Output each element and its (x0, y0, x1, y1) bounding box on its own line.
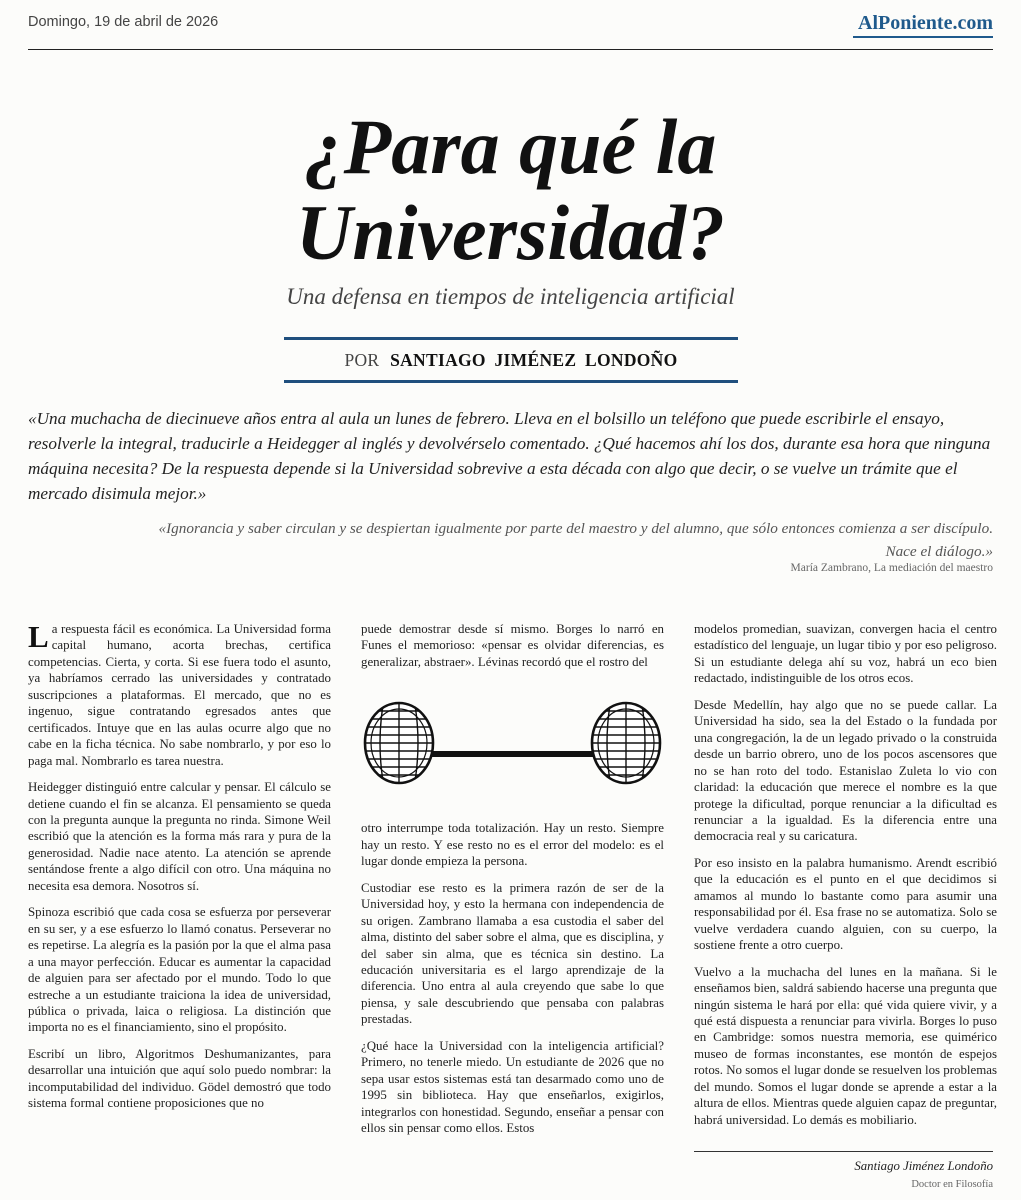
byline-rule-top (284, 337, 738, 340)
body-paragraph: ¿Qué hace la Universidad con la inteligencia artificial? Primero, no tenerle miedo. Un estudiante de 2026 que no sepa usar estos sistemas está tan desarmado como uno de 1995 sin biblioteca. Hay que enseñarlos, exigirlos, integrarlos con honestidad. Segundo, enseñar a pensar con ellos sin pensar como ellos. Estos (361, 1038, 664, 1136)
site-brand-link[interactable]: AlPoniente.com (858, 12, 993, 34)
body-paragraph: Heidegger distinguió entre calcular y pensar. El cálculo se detiene cuando el fin se alcanza. El pensamiento se queda con la pregunta aunque la pregunta no rinda. Simone Weil escribió que la atención es la forma más rara y pura de la generosidad. Nadie nace atento. La atención se aprende sentándose frente a algo difícil con otro. Una máquina no necesita esa demora. Nosotros sí. (28, 780, 331, 893)
body-paragraph: Por eso insisto en la palabra humanismo. Arendt escribió que la educación es el punto en el que decidimos si amamos al mundo lo bastante como para asumir una responsabilidad por él. Esa frase no se automatiza. Solo se vuelve verdadera cuando alguien, con su cuerpo, la sostiene frente a otro cuerpo. (694, 855, 997, 953)
two-brains-connected-icon (361, 681, 664, 809)
subheadline: Una defensa en tiempos de inteligencia artificial (286, 284, 735, 309)
signature-title: Doctor en Filosofía (911, 1179, 993, 1190)
body-paragraph: Vuelvo a la muchacha del lunes en la mañana. Si le enseñamos bien, saldrá sabiendo hacerse una pregunta que ningún sistema le hará por ella: qué vida quiere vivir, y a qué está dispuesta a renunciar para vivirla. Borges lo puso en Cambridge: somos nuestra memoria, ese quimérico museo de formas inconstantes, ese montón de espejos rotos. No somos el lugar donde se resuelven los problemas del mundo. Somos el lugar donde se aprende a estar a la altura de ellos. Mientras quede alguien capaz de preguntar, habrá universidad. Lo demás es mobiliario. (694, 964, 997, 1127)
masthead-divider (28, 49, 993, 50)
article-column-1 (28, 621, 331, 1122)
body-paragraph: modelos promedian, suavizan, convergen hacia el centro estadístico del lenguaje, un lugar tibio y por eso peligroso. Si un estudiante delega ahí su voz, habrá un eco bien redactado, indistinguible de los otros ecos. (694, 622, 997, 686)
lede-paragraph: «Una muchacha de diecinueve años entra al aula un lunes de febrero. Lleva en el bolsillo un teléfono que puede escribirle el ensayo, resolverle la integral, traducirle a Heidegger al inglés y devolvérselo comentado. ¿Qué hacemos ahí los dos, durante esa hora que ninguna máquina necesita? De la respuesta depende si la Universidad sobrevive a esta década con algo que decir, o se vuelve un trámite que el mercado disimula mejor.» (28, 409, 991, 503)
byline (284, 350, 738, 371)
brand-underline (853, 36, 993, 38)
signature-divider (694, 1151, 993, 1152)
headline (0, 104, 1021, 276)
body-paragraph: Desde Medellín, hay algo que no se puede callar. La Universidad ha sido, sea la del Estado o la fundada por una congregación, la de un legado privado o la construida desde un barrio obrero, uno de los pocos ascensores que no se han roto del todo. Estanislao Zuleta lo vio con claridad: la educación que merece el nombre es la que protege la dificultad, porque renunciar a la dificultad es renunciar a la igualdad. Es la diferencia entre una democracia real y su caricatura. (694, 697, 997, 844)
byline-rule-bottom (284, 380, 738, 383)
byline-prefix: POR (344, 350, 380, 370)
article-column-2 (361, 621, 664, 1147)
paragraph-text: a respuesta fácil es económica. La Universidad forma capital humano, acorta brechas, certifica competencias. Cierta, y corta. Si ese fuera todo el asunto, ya habríamos cerrado las universidades y contratado suscripciones a plataformas. El mercado, que no es ingenuo, sigue contratando egresados antes que certificados. Intuye que en las aulas ocurre algo que no cabe en la ficha técnica. No sabe nombrarlo, y por eso lo paga mal. Nombrarlo es tarea nuestra. (28, 622, 331, 768)
body-paragraph: puede demostrar desde sí mismo. Borges lo narró en Funes el memorioso: «pensar es olvidar diferencias, es generalizar, abstraer». Lévinas recordó que el rostro del (361, 622, 664, 669)
byline-author: SANTIAGO JIMÉNEZ LONDOÑO (390, 350, 678, 370)
body-paragraph: Escribí un libro, Algoritmos Deshumanizantes, para desarrollar una intuición que aquí solo puedo nombrar: la incomputabilidad del individuo. Gödel demostró que todo sistema formal contiene proposiciones que no (28, 1046, 331, 1111)
article-column-3 (694, 621, 997, 1138)
body-paragraph (28, 621, 331, 769)
headline-line-2: Universidad? (296, 189, 725, 276)
body-paragraph: Custodiar ese resto es la primera razón de ser de la Universidad hoy, y esto la hermana con independencia de su origen. Zambrano llamaba a esa custodia el saber del alma, distinto del saber sobre el alma, que es disciplina, y del saber sin alma, que es técnica sin destino. La educación universitaria es el largo aprendizaje de la diferencia. Uno entra al aula creyendo que sabe lo que piensa, y sale descubriendo que pensaba con palabras prestadas. (361, 880, 664, 1027)
headline-line-1: ¿Para qué la (304, 103, 717, 190)
signature-name: Santiago Jiménez Londoño (854, 1159, 993, 1173)
body-paragraph: Spinoza escribió que cada cosa se esfuerza por perseverar en su ser, y a ese esfuerzo lo llamó conatus. Perseverar no es repetirse. La alegría es la pasión por la que el alma pasa a una mayor perfección. Educar es aumentar la capacidad de alguien para ser afectado por el mundo. Todo lo que estreche a un estudiante traiciona la idea de universidad, pública o privada, laica o religiosa. La distinción que importa no es el financiamiento, sino el propósito. (28, 905, 331, 1035)
drop-cap: L (28, 619, 49, 654)
publication-date: Domingo, 19 de abril de 2026 (28, 14, 219, 30)
body-paragraph: otro interrumpe toda totalización. Hay un resto. Siempre hay un resto. Y ese resto no es el error del modelo: es el lugar donde empieza la persona. (361, 821, 664, 869)
epigraph-source: María Zambrano, La mediación del maestro (790, 562, 993, 574)
epigraph-quote: «Ignorancia y saber circulan y se despiertan igualmente por parte del maestro y del alumno, que sólo entonces comienza a ser discípulo. Nace el diálogo.» (158, 520, 993, 560)
